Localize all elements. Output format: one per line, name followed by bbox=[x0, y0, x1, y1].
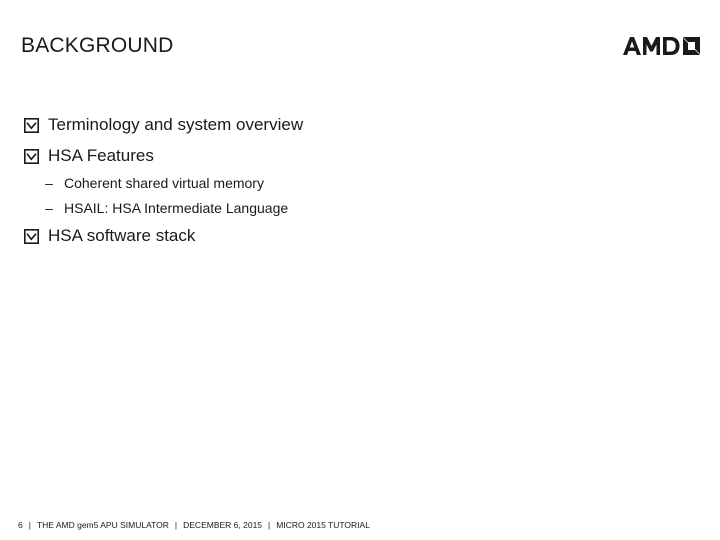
checkbox-icon bbox=[24, 118, 39, 133]
slide-footer bbox=[18, 520, 370, 530]
footer-separator: | bbox=[28, 520, 31, 530]
bullet-text: HSA Features bbox=[48, 146, 154, 165]
footer-date: DECEMBER 6, 2015 bbox=[183, 520, 263, 530]
slide-title: BACKGROUND bbox=[21, 34, 174, 57]
sub-bullet-text: Coherent shared virtual memory bbox=[64, 175, 264, 191]
checkbox-icon bbox=[24, 149, 39, 164]
bullet-text: HSA software stack bbox=[48, 226, 196, 245]
footer-event: MICRO 2015 TUTORIAL bbox=[276, 520, 370, 530]
bullet-item bbox=[24, 225, 684, 247]
sub-bullet-item bbox=[42, 171, 684, 196]
sub-bullet-group bbox=[24, 171, 684, 221]
dash-icon: – bbox=[45, 200, 53, 216]
bullet-item bbox=[24, 145, 684, 167]
footer-separator: | bbox=[174, 520, 178, 530]
footer-title: THE AMD gem5 APU SIMULATOR bbox=[36, 520, 169, 530]
footer-separator: | bbox=[268, 520, 271, 530]
sub-bullet-list bbox=[24, 171, 684, 221]
checkbox-icon bbox=[24, 229, 39, 244]
bullet-list bbox=[24, 114, 684, 247]
page-number: 6 bbox=[18, 520, 23, 530]
amd-logo bbox=[623, 36, 701, 56]
bullet-item bbox=[24, 114, 684, 136]
sub-bullet-text: HSAIL: HSA Intermediate Language bbox=[64, 200, 289, 216]
bullet-text: Terminology and system overview bbox=[48, 115, 304, 134]
dash-icon: – bbox=[45, 175, 53, 191]
sub-bullet-item bbox=[42, 196, 684, 221]
